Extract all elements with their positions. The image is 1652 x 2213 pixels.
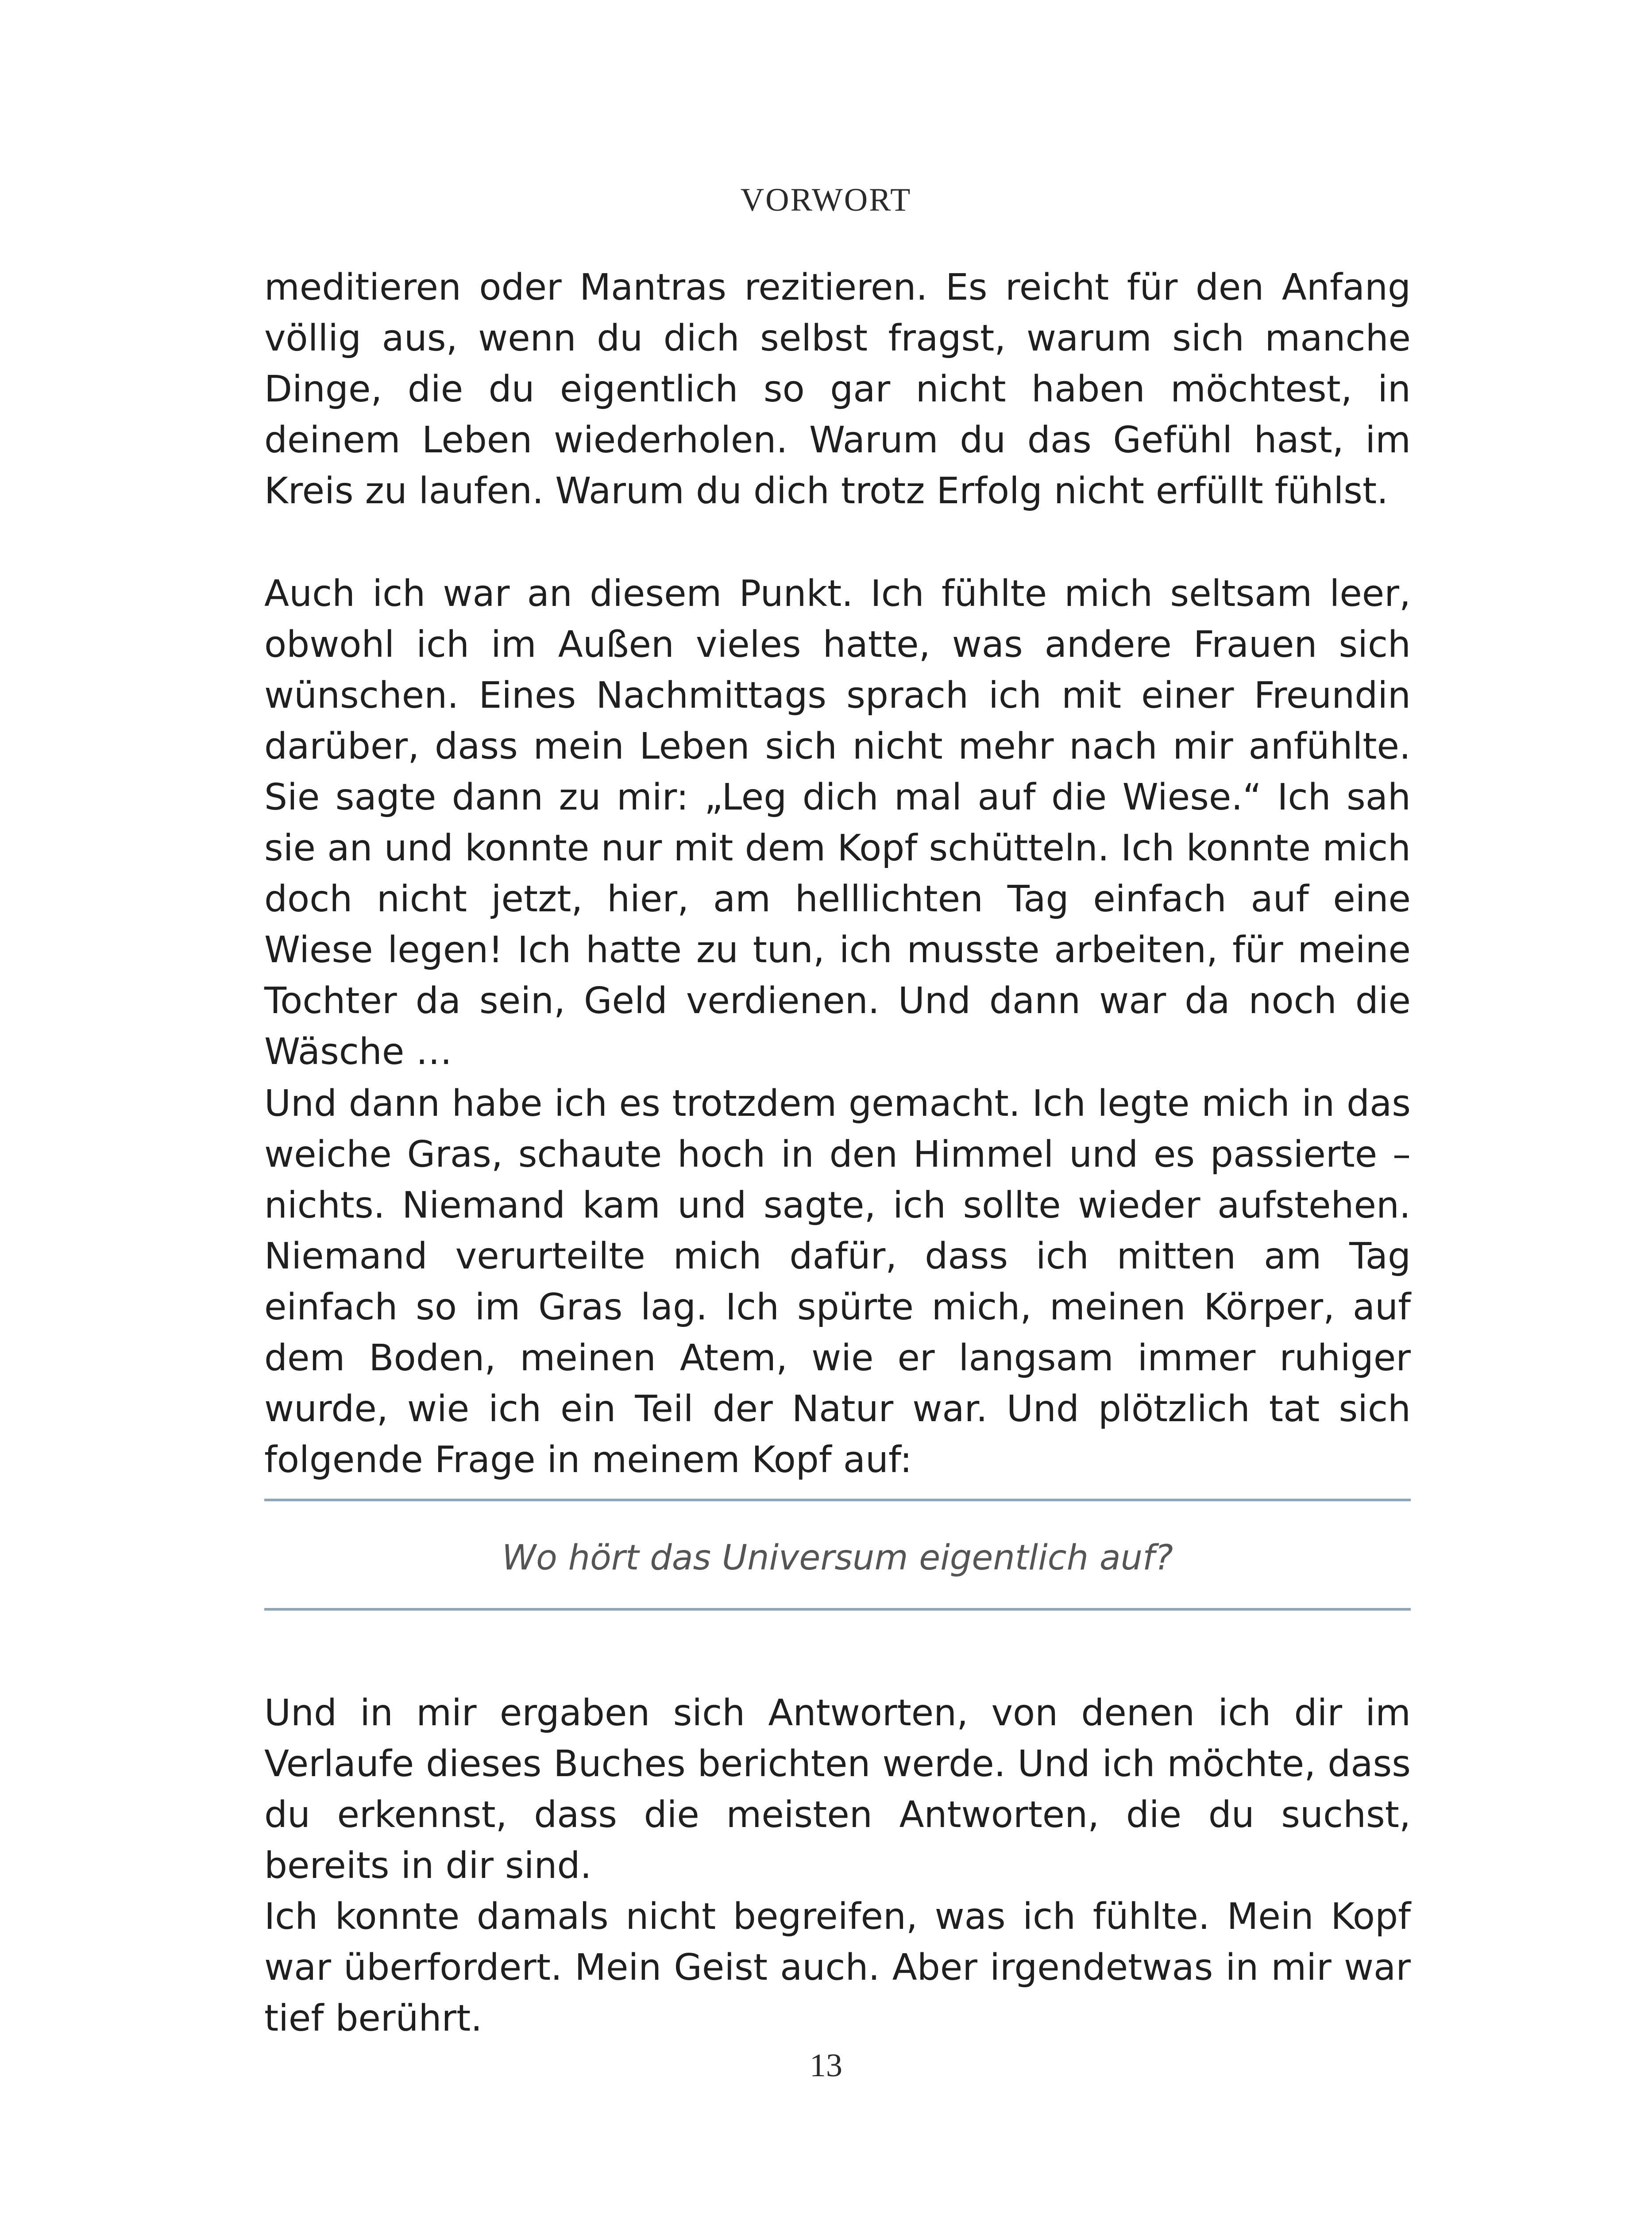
body-paragraph xyxy=(264,262,1411,517)
paragraph-text: Auch ich war an diesem Punkt. Ich fühlte mich seltsam leer, obwohl ich im Außen vieles hatte, was andere Frauen sich wünschen. Eines Nachmittags sprach ich mit einer Freundin darüber, dass mein Leben sich nicht mehr nach mir anfühlte. Sie sagte dann zu mir: „Leg dich mal auf die Wiese.“ Ich sah sie an und konnte nur mit dem Kopf schütteln. Ich konnte mich doch nicht jetzt, hier, am helllichten Tag einfach auf eine Wiese legen! Ich hatte zu tun, ich musste arbeiten, für meine Tochter da sein, Geld verdienen. Und dann war da noch die Wäsche … xyxy=(264,573,1411,1073)
page-number: 13 xyxy=(810,2047,842,2084)
pullquote-top-rule xyxy=(264,1499,1411,1501)
paragraph-text: meditieren oder Mantras rezitieren. Es reicht für den Anfang völlig aus, wenn du dich selbst fragst, warum sich manche Dinge, die du eigentlich so gar nicht haben möchtest, in deinem Leben wiederholen. Warum du das Gefühl hast, im Kreis zu laufen. Warum du dich trotz Erfolg nicht erfüllt fühlst. xyxy=(264,266,1411,512)
paragraph-text: Ich konnte damals nicht begreifen, was ich fühlte. Mein Kopf war überfordert. Mein Geist auch. Aber irgendetwas in mir war tief berührt. xyxy=(264,1896,1411,2040)
pullquote: Wo hört das Universum eigentlich auf? xyxy=(502,1538,1173,1578)
body-paragraph xyxy=(264,568,1411,1077)
body-paragraph xyxy=(264,1688,1411,1891)
body-paragraph xyxy=(264,1891,1411,2044)
body-paragraph xyxy=(264,1078,1411,1485)
pullquote-bottom-rule xyxy=(264,1608,1411,1611)
paragraph-text: Und dann habe ich es trotzdem gemacht. Ich legte mich in das weiche Gras, schaute hoch in den Himmel und es passierte – nichts. Niemand kam und sagte, ich sollte wieder aufstehen. Niemand verurteilte mich dafür, dass ich mitten am Tag einfach so im Gras lag. Ich spürte mich, meinen Körper, auf dem Boden, meinen Atem, wie er langsam immer ruhiger wurde, wie ich ein Teil der Natur war. Und plötzlich tat sich folgende Frage in meinem Kopf auf: xyxy=(264,1083,1411,1481)
paragraph-text: Und in mir ergaben sich Antworten, von denen ich dir im Verlaufe dieses Buches berichten werde. Und ich möchte, dass du erkennst, dass die meisten Antworten, die du suchst, bereits in dir sind. xyxy=(264,1692,1411,1887)
running-header: VORWORT xyxy=(740,182,912,218)
